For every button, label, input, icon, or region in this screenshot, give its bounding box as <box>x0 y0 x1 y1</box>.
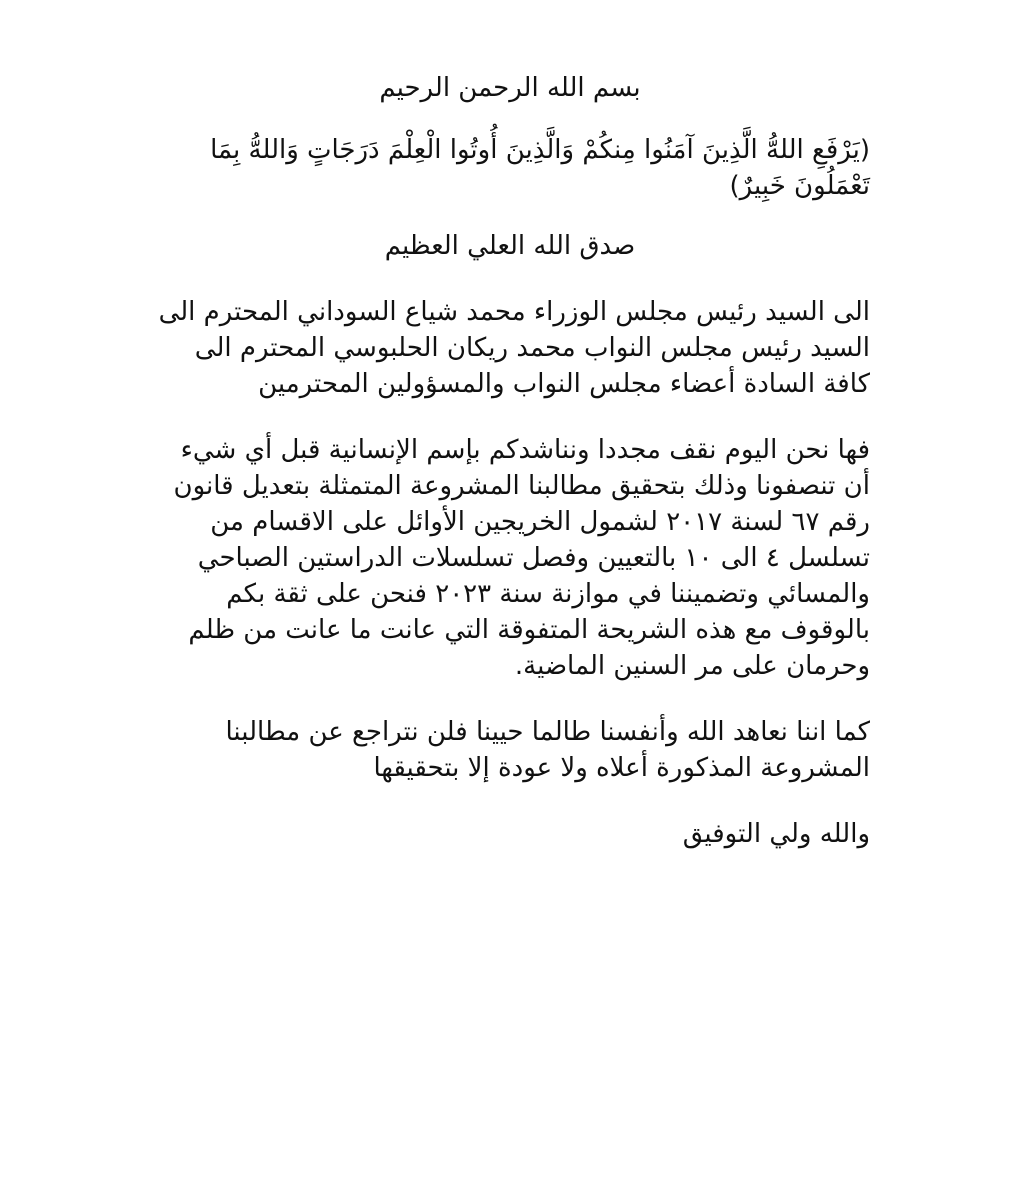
closing-paragraph: كما اننا نعاهد الله وأنفسنا طالما حيينا فلن نتراجع عن مطالبنا المشروعة المذكورة أعلاه ولا عودة إلا بتحقيقها <box>225 717 870 783</box>
basmala-heading: بسم الله الرحمن الرحيم <box>379 73 641 103</box>
address-paragraph: الى السيد رئيس مجلس الوزراء محمد شياع السوداني المحترم الى السيد رئيس مجلس النواب محمد ريكان الحلبوسي المحترم الى كافة السادة أعضاء مجلس النواب والمسؤولين المحترمين <box>158 297 870 399</box>
letter-document <box>150 70 870 852</box>
signoff-line: والله ولي التوفيق <box>682 819 870 849</box>
body-paragraph: فها نحن اليوم نقف مجددا ونناشدكم بإسم الإنسانية قبل أي شيء أن تنصفونا وذلك بتحقيق مطالبنا المشروعة المتمثلة بتعديل قانون رقم ٦٧ لسنة ٢٠١٧ لشمول الخريجين الأوائل على الاقسام من تسلسل ٤ الى ١٠ بالتعيين وفصل تسلسلات الدراستين الصباحي والمسائي وتضميننا في موازنة سنة ٢٠٢٣ فنحن على ثقة بكم بالوقوف مع هذه الشريحة المتفوقة التي عانت ما عانت من ظلم وحرمان على مر السنين الماضية. <box>173 435 870 681</box>
quran-verse: (يَرْفَعِ اللهُّ الَّذِينَ آمَنُوا مِنكُمْ وَالَّذِينَ أُوتُوا الْعِلْمَ دَرَجَاتٍ وَاللهُّ بِمَا تَعْمَلُونَ خَبِيرٌ) <box>210 135 870 201</box>
verse-closing: صدق الله العلي العظيم <box>384 231 636 261</box>
